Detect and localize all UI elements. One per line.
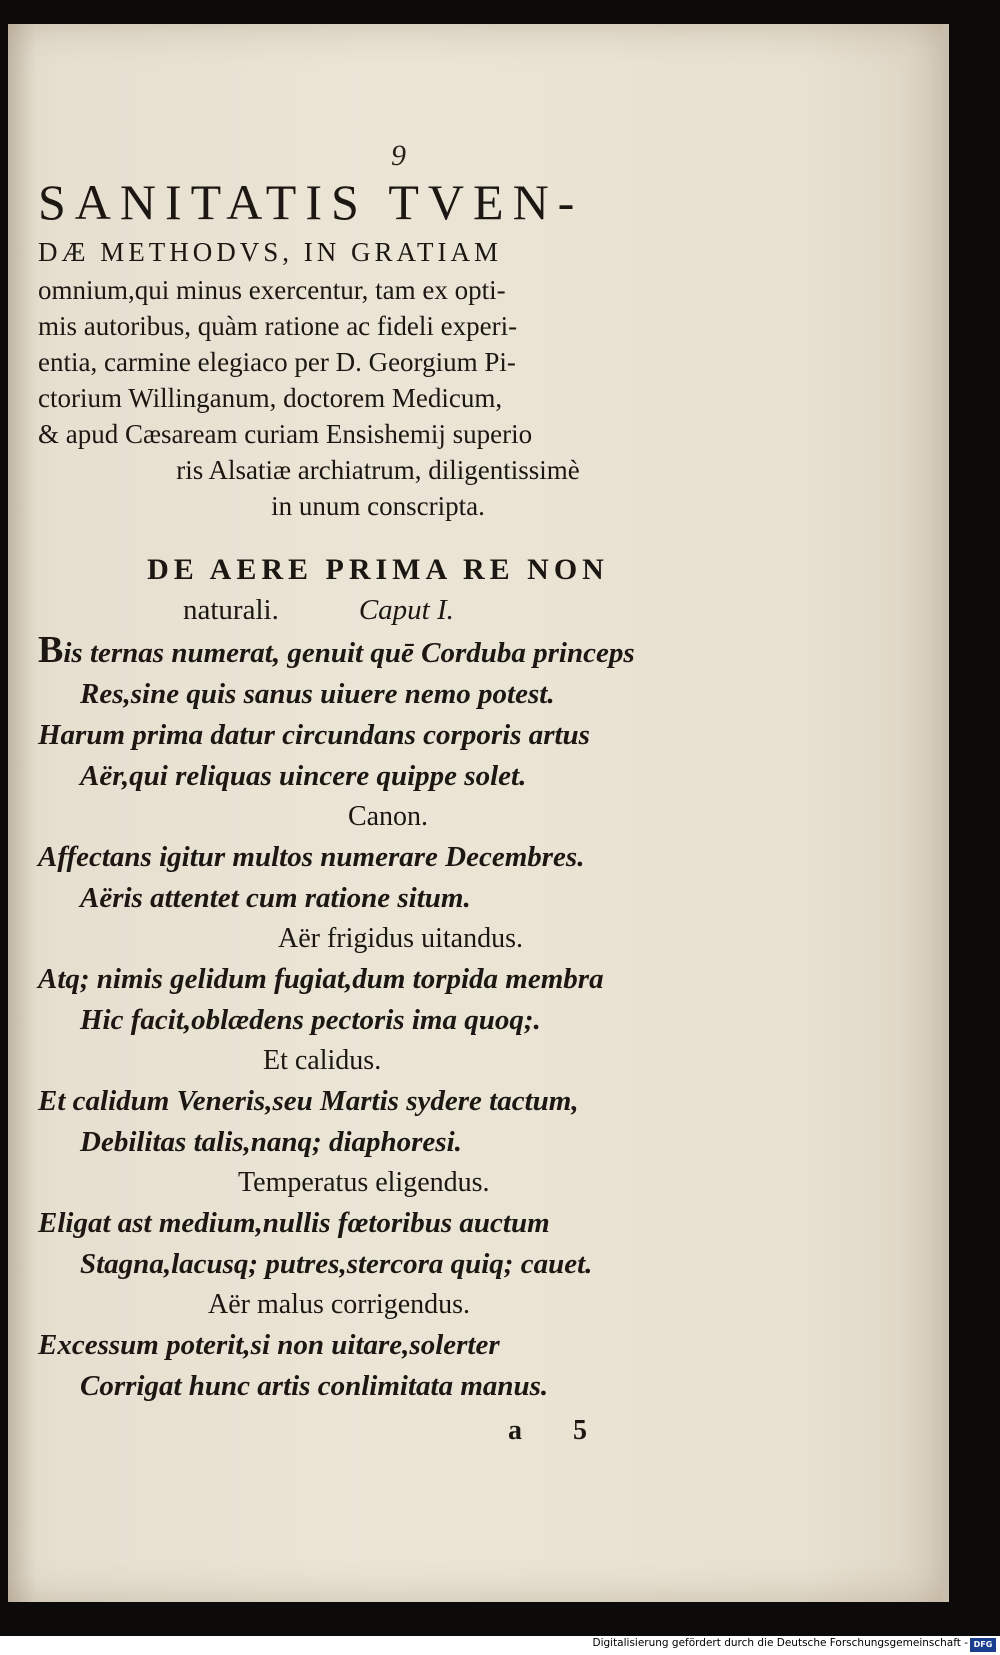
subtitle-line: entia, carmine elegiaco per D. Georgium Pi- bbox=[38, 347, 516, 377]
verse-text: Debilitas talis,nanq; diaphoresi. bbox=[80, 1126, 462, 1158]
verse-list bbox=[38, 630, 718, 1407]
section-heading: Canon. bbox=[347, 801, 429, 832]
verse-line bbox=[38, 1000, 718, 1041]
verse-text: is ternas numerat, genuit quē Corduba princeps bbox=[63, 637, 635, 669]
dfg-logo: DFG bbox=[970, 1638, 996, 1652]
section-heading: Et calidus. bbox=[263, 1045, 382, 1076]
verse-line bbox=[38, 715, 718, 756]
paper-page bbox=[8, 24, 949, 1602]
verse-text: Et calidum Veneris,seu Martis sydere tactum, bbox=[38, 1085, 579, 1117]
verse-line bbox=[38, 1081, 718, 1122]
verse-text: Res,sine quis sanus uiuere nemo potest. bbox=[80, 678, 555, 710]
subtitle-line: in unum conscripta. bbox=[271, 491, 485, 521]
verse-line bbox=[38, 1325, 718, 1366]
verse-line bbox=[38, 756, 718, 797]
verse-text: Atq; nimis gelidum fugiat,dum torpida membra bbox=[38, 963, 604, 995]
text-block bbox=[38, 144, 718, 1447]
verse-line bbox=[38, 630, 718, 674]
verse-line bbox=[38, 1244, 718, 1285]
section-heading: Aër frigidus uitandus. bbox=[278, 923, 523, 954]
footer-credit: Digitalisierung gefördert durch die Deutsche Forschungsgemeinschaft - bbox=[592, 1637, 968, 1649]
subtitle-line: mis autoribus, quàm ratione ac fideli experi- bbox=[38, 311, 518, 341]
subtitle-line: ctorium Willinganum, doctorem Medicum, bbox=[38, 383, 503, 413]
verse-text: Eligat ast medium,nullis fœtoribus auctum bbox=[38, 1207, 550, 1239]
signature-mark: 9 bbox=[391, 139, 406, 172]
verse-line bbox=[38, 1366, 718, 1407]
verse-text: Stagna,lacusq; putres,stercora quiq; cauet. bbox=[80, 1248, 593, 1280]
page-signature: a 5 bbox=[508, 1415, 609, 1446]
verse-text: Affectans igitur multos numerare Decembres. bbox=[38, 841, 585, 873]
subtitle-line: & apud Cæsaream curiam Ensishemij superio bbox=[38, 419, 533, 449]
section-heading: Temperatus eligendus. bbox=[238, 1167, 490, 1198]
verse-text: Corrigat hunc artis conlimitata manus. bbox=[80, 1370, 549, 1402]
verse-line bbox=[38, 1122, 718, 1163]
verse-text: Harum prima datur circundans corporis artus bbox=[38, 719, 590, 751]
chapter-heading: DE AERE PRIMA RE NON bbox=[147, 553, 609, 586]
verse-line bbox=[38, 878, 718, 919]
subtitle-line: DÆ METHODVS, IN GRATIAM bbox=[38, 237, 503, 267]
footer-bar bbox=[0, 1636, 1000, 1655]
verse-text: Excessum poterit,si non uitare,solerter bbox=[38, 1329, 500, 1361]
verse-text: Hic facit,oblædens pectoris ima quoq;. bbox=[80, 1004, 541, 1036]
subtitle-line: ris Alsatiæ archiatrum, diligentissimè bbox=[176, 455, 580, 485]
verse-line bbox=[38, 837, 718, 878]
section-heading: Aër malus corrigendus. bbox=[208, 1289, 471, 1320]
chapter-sub-text: naturali. bbox=[183, 594, 279, 626]
chapter-caput: Caput I. bbox=[358, 594, 454, 626]
verse-line bbox=[38, 959, 718, 1000]
subtitle-line: omnium,qui minus exercentur, tam ex opti- bbox=[38, 275, 506, 305]
page-title: SANITATIS TVEN- bbox=[38, 174, 584, 230]
initial-letter: B bbox=[38, 629, 64, 671]
verse-line bbox=[38, 1203, 718, 1244]
verse-text: Aëris attentet cum ratione situm. bbox=[80, 882, 471, 914]
verse-line bbox=[38, 674, 718, 715]
chapter-subheading bbox=[38, 590, 718, 630]
verse-text: Aër,qui reliquas uincere quippe solet. bbox=[80, 760, 527, 792]
